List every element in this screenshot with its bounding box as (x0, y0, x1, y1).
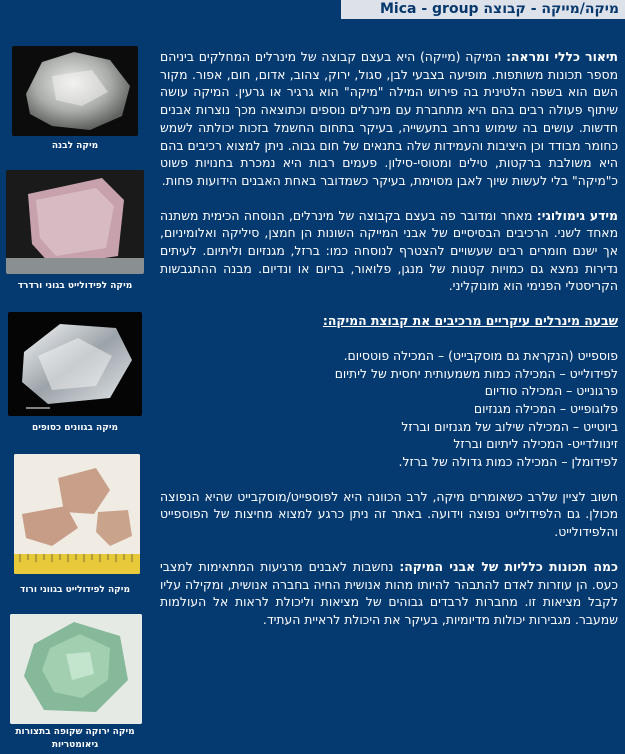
list-item: לפידומלן – המכילה כמות גדולה של ברזל. (398, 454, 618, 470)
silver-mica-photo (8, 312, 142, 416)
note-paragraph: חשוב לציין שלרב כשאומרים מיקה, לרב הכוונה היא לפוספייט/מוסקבייט שהיא הנפוצה מכולן. גם הלפידולייט נפוצה וידועה. באתר זה ניתן כרגע למצוא מחיצות של הפוספייט והלפידולייט. (160, 488, 618, 540)
thumbnail-caption: מיקה לבנה (51, 141, 99, 151)
article-content (160, 48, 618, 646)
list-item: לפידולייט – המכילה כמות משמעותית יחסית של ליתיום (334, 365, 618, 381)
pink-lepidolite-photo (6, 170, 144, 274)
properties-text: נחשבות לאבנים מרגיעות המתאימות למצבי כעס. הן עוזרות לאדם להתבהר להיותו מהות אנושית החיה בחברה אנושית, ומקילה עליו לקבל מציאות זו. מחברות לרבדים גבוהים של מציאות וליכולת לראות אל העולמות שמעבר. מגבירות יכולות מדיומיות, בעיקר את היכולת לראיית העתיד. (160, 558, 618, 627)
thumbnail-caption: מיקה ירוקה שקופה בתצורות גיאומטריות (15, 727, 135, 750)
white-mica-photo (12, 46, 138, 136)
properties-heading: כמה תכונות כלליות של אבני המיקה: (399, 558, 618, 574)
list-item: פרגונייט – המכילה סודיום (484, 383, 618, 399)
gemology-paragraph (160, 207, 618, 296)
gemology-heading: מידע גימולוגי: (536, 207, 618, 223)
general-description-text: המיקה (מייקה) היא בעצם קבוצה של מינרלים המחלקים ביניהם מספר תכונות משותפות. מופיעה בצבעי לבן, סגול, ירוק, צהוב, אדום, חום, אפור. מקור השם הוא בשפה הלטינית בה פירוש המילה "מיקה" הוא גרגיר או גרעין. המיקה עושה שיתוף פעולה רבים בהם היא מתחברת עם מינרלים נוספים וכתוצאה מכך נוצרות אבנים חדשות. עושים בה שימוש נרחב בתעשייה, בעיקר בתחום החשמל בזכות יכולתה לשמש כחומר מבודד וכן היציבות והעמידות שלה בתנאים של חום גבוה. ניתן למצוא רכיבים בהם היא משולבת ברקטות, טילים ומטוסי-סילון. פעמים רבות היא נמכרת בחנויות פשוט כ"מיקה" בלי לעשות שיוך לאבן מסוימת, בעיקר כשמדובר באחת האבנים הידועות פחות. (160, 49, 618, 188)
pink-lepidolite-pieces-photo (14, 454, 140, 574)
list-item: זינוולדייט- המכילה ליתיום וברזל (453, 436, 618, 452)
thumbnail-caption: מיקה לפידולייט בגווני ורוד (20, 585, 130, 595)
page-title: מיקה/מייקה - קבוצה Mica - group (341, 0, 625, 19)
general-description-paragraph (160, 48, 618, 190)
thumbnail-caption: מיקה בגוונים כסופים (31, 423, 119, 433)
thumbnail-caption: מיקה לפידולייט בגוני ורדרד (17, 281, 133, 291)
green-mica-photo (10, 614, 142, 724)
image-sidebar (0, 0, 150, 754)
list-item: פלוגופייט – המכילה מגנזיום (473, 400, 618, 416)
general-description-heading: תיאור כללי ומראה: (506, 49, 618, 64)
minerals-list (160, 347, 618, 471)
gemology-text: מאחר ומדובר פה בעצם בקבוצה של מינרלים, הנוסחה הכימית משתנה מאחד לשני. הרכיבים הבסיסיים של אבני המייקה השונות הן חמצן, סיליקה ואלומיניום, אך ישנם חומרים רבים שעשויים להצטרף לנוסחה כמו: ברזל, מגנזיום וליתיום. לעיתים נדירות נמצא גם כמויות קטנות של מנגן, פלואור, בריום או ונדיום. מבנה ההתגבשות הקריסטלי הפנימי הוא מונוקליני. (160, 207, 618, 294)
list-item: פוספייט (הנקראת גם מוסקבייט) – המכילה פוטסיום. (343, 347, 618, 363)
properties-paragraph (160, 558, 618, 629)
minerals-section-title: שבעה מינרלים עיקריים מרכיבים את קבוצת המיקה: (322, 313, 618, 329)
list-item: ביוטייט – המכילה שילוב של מגנזיום וברזל (401, 418, 618, 434)
